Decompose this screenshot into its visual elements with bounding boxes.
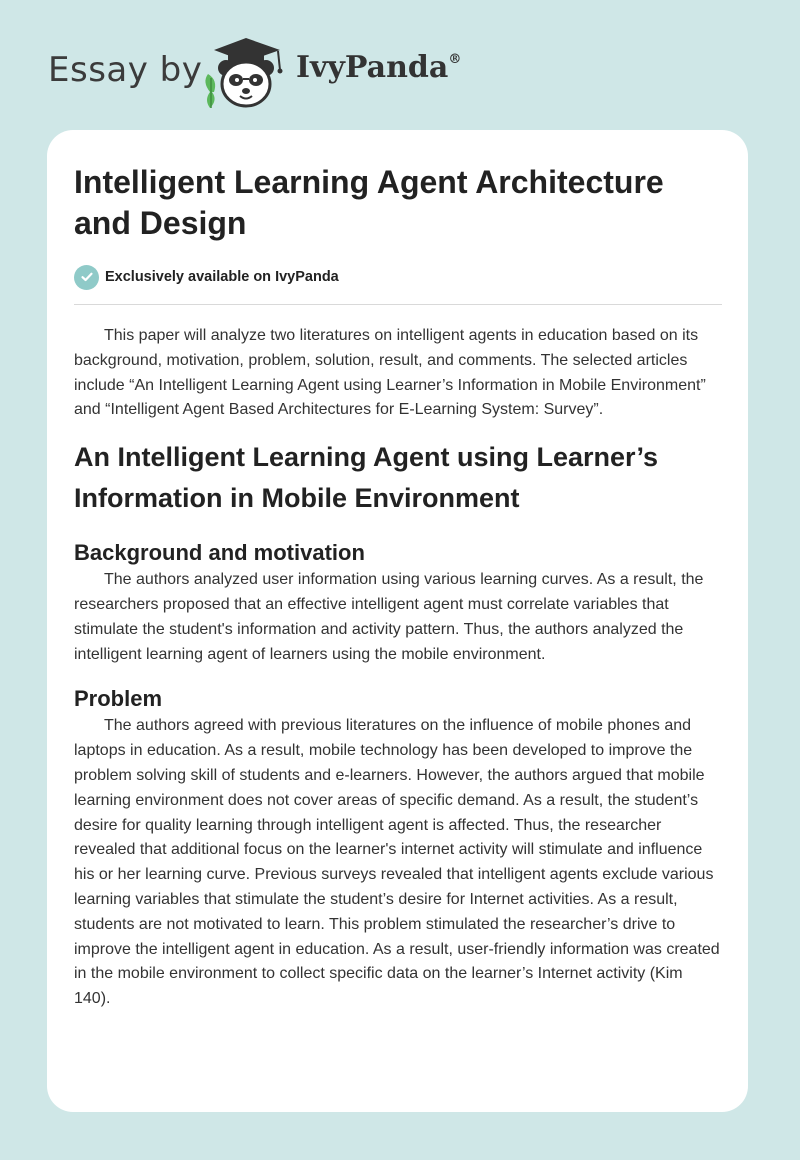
exclusive-badge bbox=[74, 264, 722, 290]
check-circle-icon bbox=[74, 265, 99, 290]
essay-by-label: Essay by bbox=[48, 50, 203, 90]
brand-name[interactable]: IvyPanda® bbox=[296, 50, 462, 85]
panda-graduate-logo-icon[interactable] bbox=[200, 34, 292, 110]
essay-content bbox=[74, 162, 722, 1012]
subsection-heading-background: Background and motivation bbox=[74, 540, 365, 566]
background-paragraph: The authors analyzed user information using various learning curves. As a result, the researchers proposed that an effective intelligent agent must correlate variables that stimulate the student's information and activity pattern. Thus, the authors analyzed the intelligent learning agent of learners using the mobile environment. bbox=[74, 571, 704, 663]
site-header bbox=[0, 0, 800, 130]
exclusive-label: Exclusively available on IvyPanda bbox=[105, 269, 339, 285]
page-title: Intelligent Learning Agent Architecture and Design bbox=[74, 164, 664, 241]
essay-card bbox=[47, 130, 748, 1112]
section-heading: An Intelligent Learning Agent using Learner’s Information in Mobile Environment bbox=[74, 442, 659, 514]
subsection-heading-problem: Problem bbox=[74, 686, 163, 712]
problem-paragraph: The authors agreed with previous literatures on the influence of mobile phones and laptops in education. As a result, mobile technology has been developed to improve the problem solving skill of students and e-learners. However, the authors argued that mobile learning environment does not cover areas of specific demand. As a result, the student’s desire for quality learning through intelligent agent is affected. Thus, the researcher revealed that additional focus on the learner's internet activity will stimulate and influence his or her learning curve. Previous surveys revealed that intelligent agents exclude various learning variables that stimulate the student’s desire for Internet activities. As a result, students are not motivated to learn. This problem stimulated the researcher’s drive to improve the intelligent agent in education. As a result, user-friendly information was created in the mobile environment to collect specific data on the learner’s Internet activity (Kim 140). bbox=[74, 717, 720, 1008]
intro-paragraph: This paper will analyze two literatures on intelligent agents in education based on its background, motivation, problem, solution, result, and comments. The selected articles include “An Intelligent Learning Agent using Learner’s Information in Mobile Environment” and “Intelligent Agent Based Architectures for E-Learning System: Survey”. bbox=[74, 327, 706, 419]
divider bbox=[74, 304, 722, 305]
